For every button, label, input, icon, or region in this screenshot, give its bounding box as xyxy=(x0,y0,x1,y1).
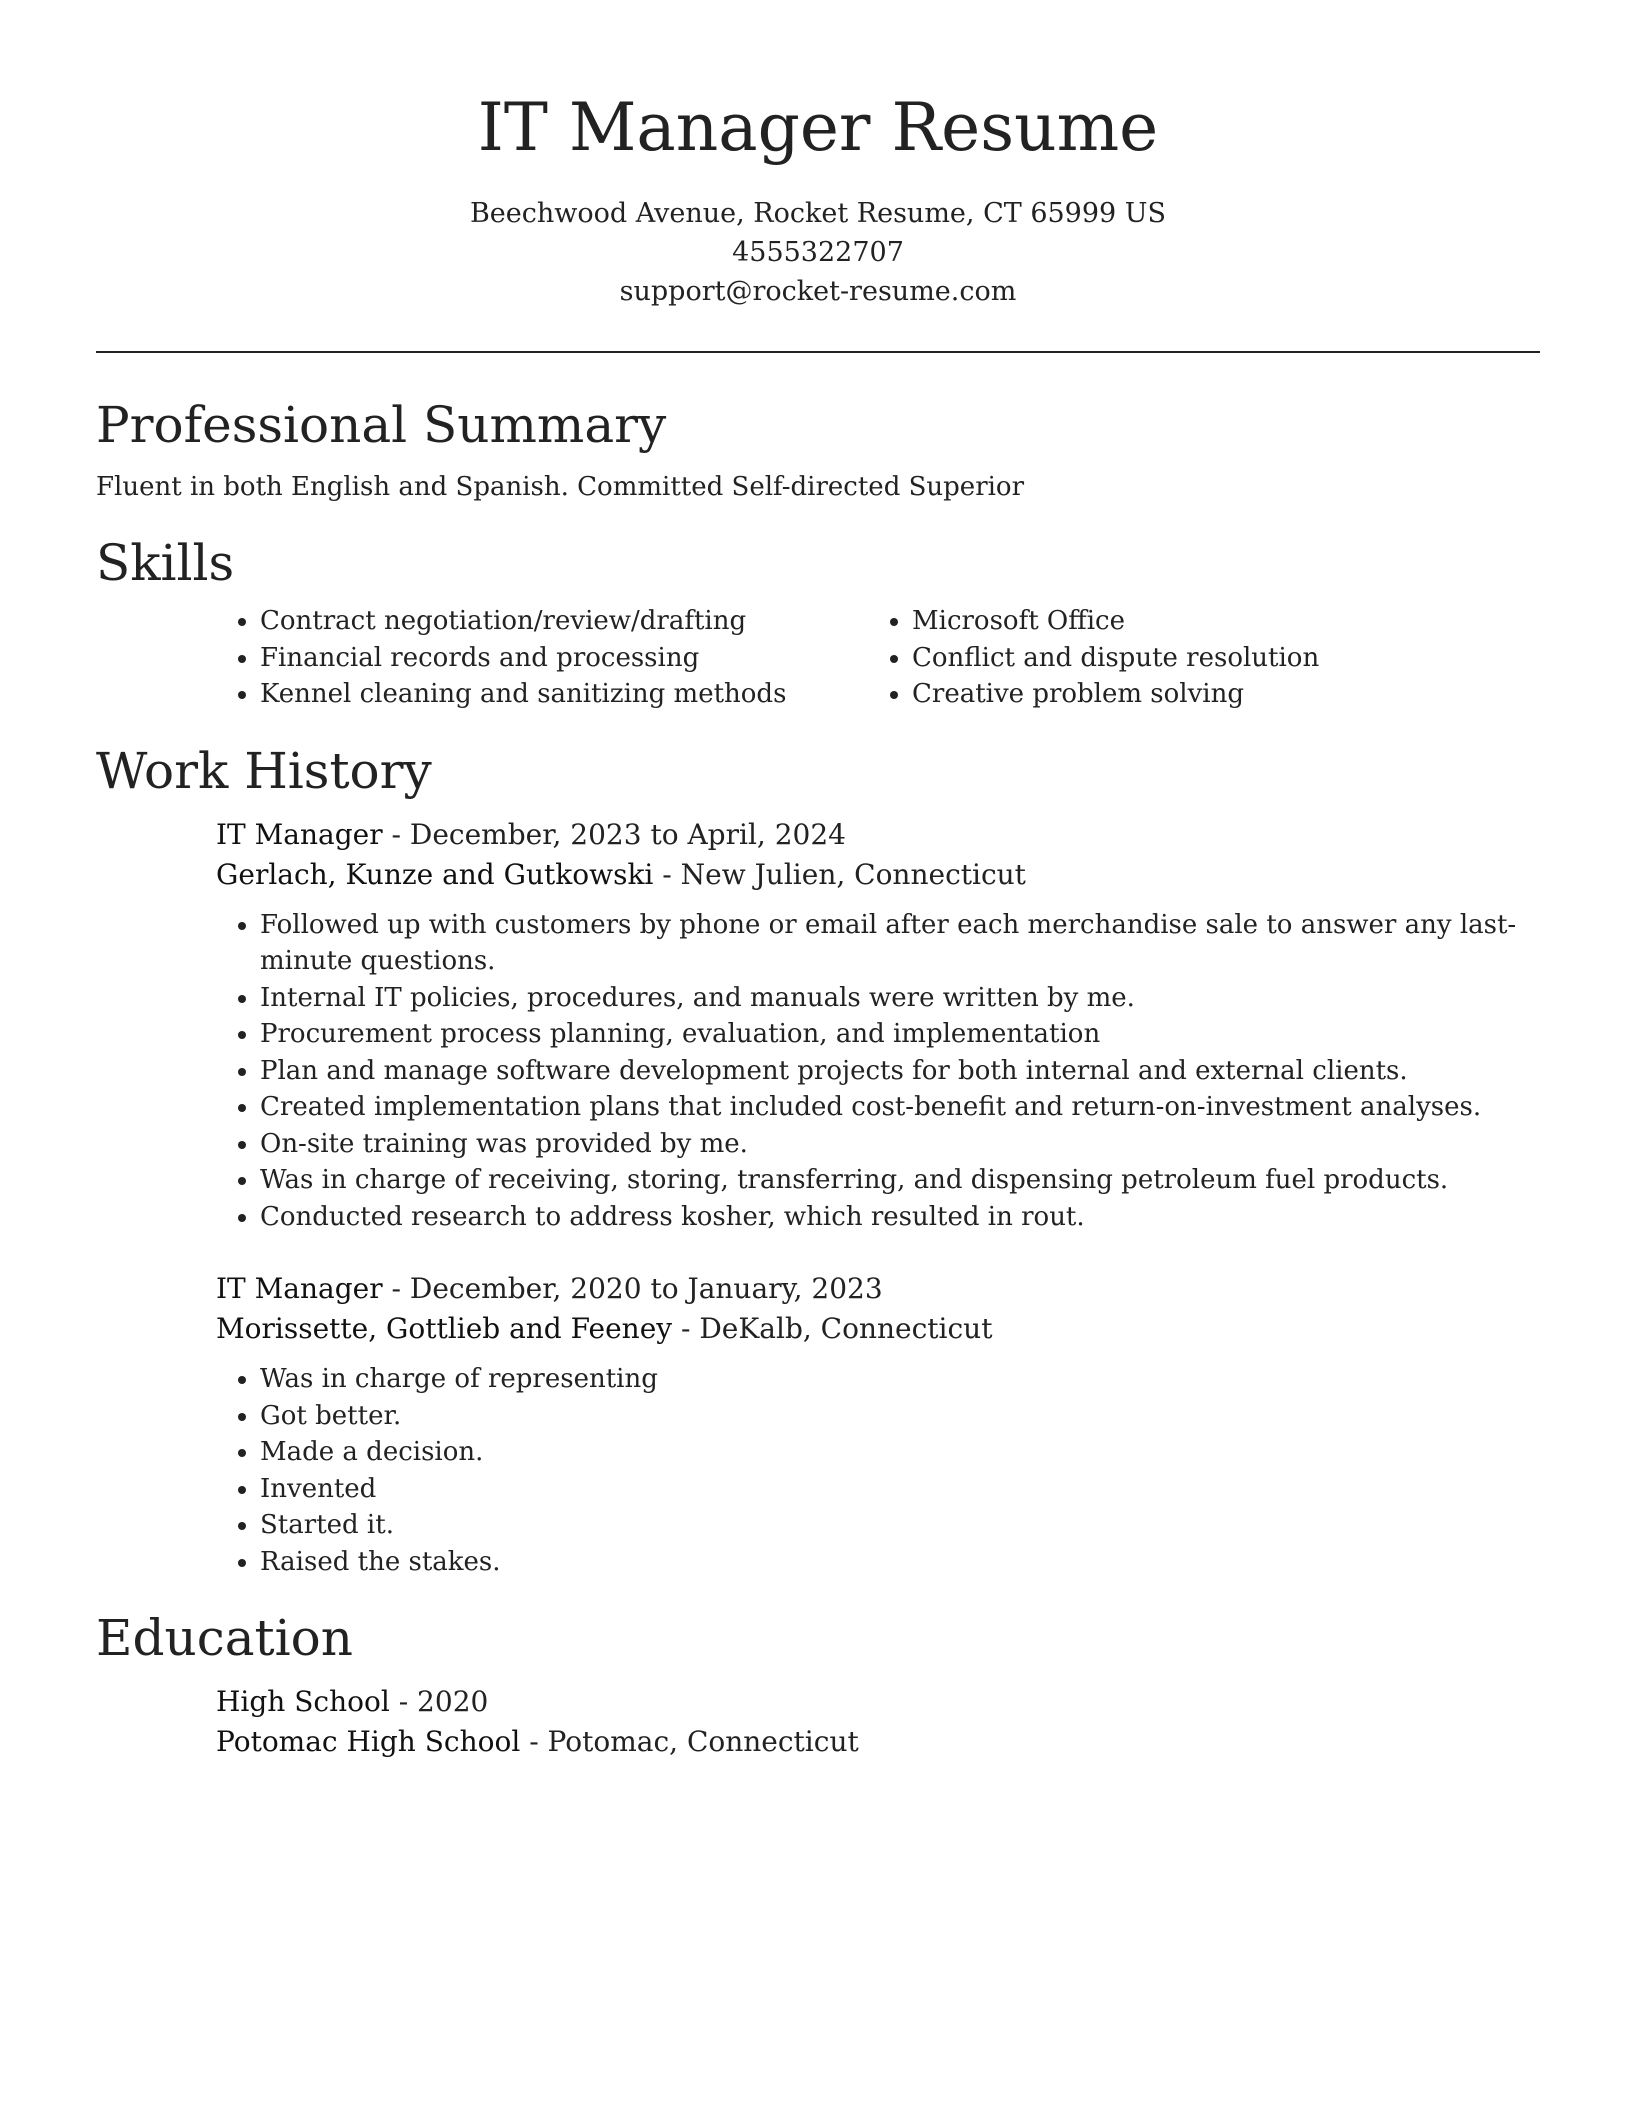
job-company: Morissette, Gottlieb and Feeney xyxy=(216,1312,673,1345)
job-location: - DeKalb, Connecticut xyxy=(672,1312,993,1345)
skill-item: • Financial records and processing xyxy=(260,640,868,677)
header-divider xyxy=(96,351,1540,353)
job-location: - New Julien, Connecticut xyxy=(653,857,1026,891)
job-company-line xyxy=(216,855,1540,895)
education-section xyxy=(96,1608,1540,1762)
job-bullet: • Raised the stakes. xyxy=(260,1544,1540,1581)
job-role: IT Manager xyxy=(216,817,383,851)
job-bullet: • Started it. xyxy=(260,1507,1540,1544)
skills-right-column xyxy=(868,603,1520,713)
skill-item: • Microsoft Office xyxy=(912,603,1520,640)
skill-item: • Contract negotiation/review/drafting xyxy=(260,603,868,640)
job-entry xyxy=(216,1269,1540,1580)
job-bullet: • Internal IT policies, procedures, and manuals were written by me. xyxy=(260,980,1540,1017)
job-bullet: • Conducted research to address kosher, which resulted in rout. xyxy=(260,1199,1540,1236)
resume-title: IT Manager Resume xyxy=(477,89,1159,166)
contact-block xyxy=(96,194,1540,311)
resume-header xyxy=(96,0,1540,311)
job-bullet: • Was in charge of receiving, storing, transferring, and dispensing petroleum fuel products. xyxy=(260,1162,1540,1199)
summary-section xyxy=(96,395,1540,505)
job-dates: - December, 2020 to January, 2023 xyxy=(382,1272,883,1305)
job-bullet: • Invented xyxy=(260,1471,1540,1508)
job-title-line xyxy=(216,815,1540,855)
work-title: Work History xyxy=(96,741,432,800)
education-school-line xyxy=(216,1722,1540,1762)
skill-item: • Conflict and dispute resolution xyxy=(912,640,1520,677)
summary-title: Professional Summary xyxy=(96,396,667,454)
email: support@rocket-resume.com xyxy=(619,276,1017,307)
job-title-line xyxy=(216,1269,1540,1309)
job-bullet: • Made a decision. xyxy=(260,1434,1540,1471)
job-bullet: • Followed up with customers by phone or email after each merchandise sale to answer any last-minute questions. xyxy=(260,907,1540,980)
skills-title: Skills xyxy=(96,534,235,592)
job-bullet: • Was in charge of representing xyxy=(260,1361,1540,1398)
job-role: IT Manager xyxy=(216,1272,383,1305)
skills-grid xyxy=(216,603,1540,713)
job-dates: - December, 2023 to April, 2024 xyxy=(382,817,846,851)
job-entry xyxy=(216,815,1540,1236)
work-section xyxy=(96,741,1540,1581)
job-bullets xyxy=(216,907,1540,1236)
job-bullet: • Plan and manage software development projects for both internal and external clients. xyxy=(260,1053,1540,1090)
education-entry xyxy=(216,1682,1540,1762)
summary-text: Fluent in both English and Spanish. Committed Self-directed Superior xyxy=(96,472,1025,502)
skills-left-column xyxy=(216,603,868,713)
job-bullet: • Created implementation plans that included cost-benefit and return-on-investment analyses. xyxy=(260,1089,1540,1126)
job-bullet: • On-site training was provided by me. xyxy=(260,1126,1540,1163)
education-school: Potomac High School xyxy=(216,1725,521,1758)
job-company-line xyxy=(216,1309,1540,1349)
job-bullets xyxy=(216,1361,1540,1580)
skill-item: • Kennel cleaning and sanitizing methods xyxy=(260,676,868,713)
job-company: Gerlach, Kunze and Gutkowski xyxy=(216,857,654,891)
job-bullet: • Procurement process planning, evaluation, and implementation xyxy=(260,1016,1540,1053)
skills-section xyxy=(96,533,1540,713)
skill-item: • Creative problem solving xyxy=(912,676,1520,713)
address: Beechwood Avenue, Rocket Resume, CT 65999 US xyxy=(469,198,1167,229)
education-title: Education xyxy=(96,1609,353,1667)
education-location: - Potomac, Connecticut xyxy=(520,1725,859,1758)
phone: 4555322707 xyxy=(732,237,904,268)
resume-page xyxy=(96,0,1540,1762)
education-degree-line xyxy=(216,1682,1540,1722)
education-degree: High School xyxy=(216,1685,390,1718)
education-year: - 2020 xyxy=(389,1685,489,1718)
job-bullet: • Got better. xyxy=(260,1398,1540,1435)
